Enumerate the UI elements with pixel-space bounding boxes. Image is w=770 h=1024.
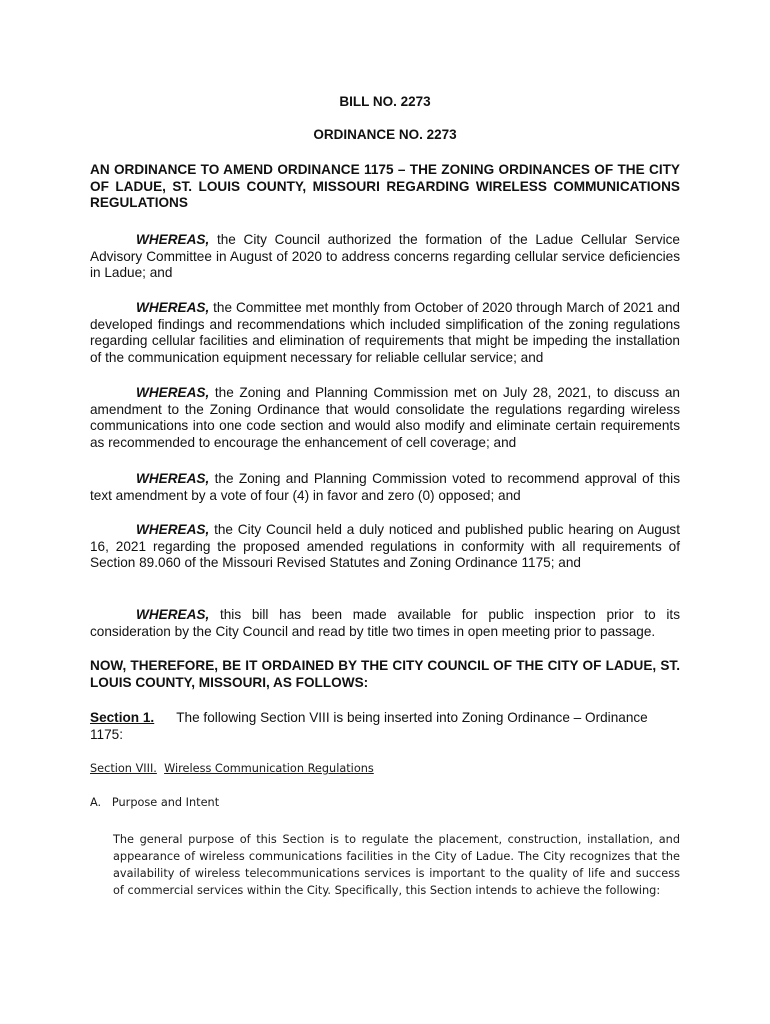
- whereas-label: WHEREAS,: [136, 232, 210, 247]
- whereas-paragraph-5: [90, 522, 680, 572]
- whereas-paragraph-1: [90, 232, 680, 282]
- ordained-clause: NOW, THEREFORE, BE IT ORDAINED BY THE CITY COUNCIL OF THE CITY OF LADUE, ST. LOUIS COUNTY, MISSOURI, AS FOLLOWS:: [90, 658, 680, 690]
- section-1-label: Section 1.: [90, 710, 155, 725]
- purpose-paragraph: The general purpose of this Section is to regulate the placement, construction, installation, and appearance of wireless communications facilities in the City of Ladue. The City recognizes that the availability of wireless telecommunications services is important to the quality of life and success of commercial services within the City. Specifically, this Section intends to achieve the following:: [113, 833, 680, 897]
- whereas-text: the Zoning and Planning Commission met on July 28, 2021, to discuss an amendment to the Zoning Ordinance that would consolidate the regulations regarding wireless communications into one code section and would also modify and eliminate certain requirements as recommended to encourage the enhancement of cell coverage; and: [90, 385, 680, 450]
- whereas-text: the City Council authorized the formation of the Ladue Cellular Service Advisory Committee in August of 2020 to address concerns regarding cellular service deficiencies in Ladue; and: [90, 232, 680, 281]
- section-1-paragraph: [90, 710, 680, 743]
- whereas-paragraph-4: [90, 471, 680, 504]
- ordinance-title: AN ORDINANCE TO AMEND ORDINANCE 1175 – THE ZONING ORDINANCES OF THE CITY OF LADUE, ST. LOUIS COUNTY, MISSOURI REGARDING WIRELESS COMMUNICATIONS REGULATIONS: [90, 162, 680, 211]
- whereas-text: the City Council held a duly noticed and published public hearing on August 16, 2021 regarding the proposed amended regulations in conformity with all requirements of Section 89.060 of the Missouri Revised Statutes and Zoning Ordinance 1175; and: [90, 522, 680, 571]
- subsection-a-title: Purpose and Intent: [111, 796, 220, 809]
- section-8-label: Section VIII.: [90, 762, 157, 775]
- subsection-a-heading: [90, 796, 219, 809]
- whereas-label: WHEREAS,: [136, 385, 210, 400]
- ordinance-number: ORDINANCE NO. 2273: [313, 127, 457, 142]
- section-1-text: The following Section VIII is being inserted into Zoning Ordinance – Ordinance 1175:: [90, 710, 648, 742]
- whereas-label: WHEREAS,: [136, 471, 210, 486]
- whereas-label: WHEREAS,: [136, 300, 210, 315]
- section-8-title: Wireless Communication Regulations: [164, 762, 374, 775]
- section-8-heading: [90, 762, 374, 775]
- whereas-paragraph-2: [90, 300, 680, 366]
- whereas-paragraph-3: [90, 385, 680, 451]
- whereas-paragraph-6: [90, 607, 680, 640]
- whereas-label: WHEREAS,: [136, 607, 210, 622]
- whereas-label: WHEREAS,: [136, 522, 210, 537]
- whereas-text: this bill has been made available for public inspection prior to its consideration by the City Council and read by title two times in open meeting prior to passage.: [90, 607, 680, 639]
- whereas-text: the Zoning and Planning Commission voted to recommend approval of this text amendment by a vote of four (4) in favor and zero (0) opposed; and: [90, 471, 680, 503]
- subsection-a-label: A.: [90, 796, 102, 809]
- whereas-text: the Committee met monthly from October of 2020 through March of 2021 and developed findings and recommendations which included simplification of the zoning regulations regarding cellular facilities and elimination of requirements that might be impeding the installation of the communication equipment necessary for reliable cellular service; and: [90, 300, 680, 365]
- bill-number: BILL NO. 2273: [339, 94, 431, 109]
